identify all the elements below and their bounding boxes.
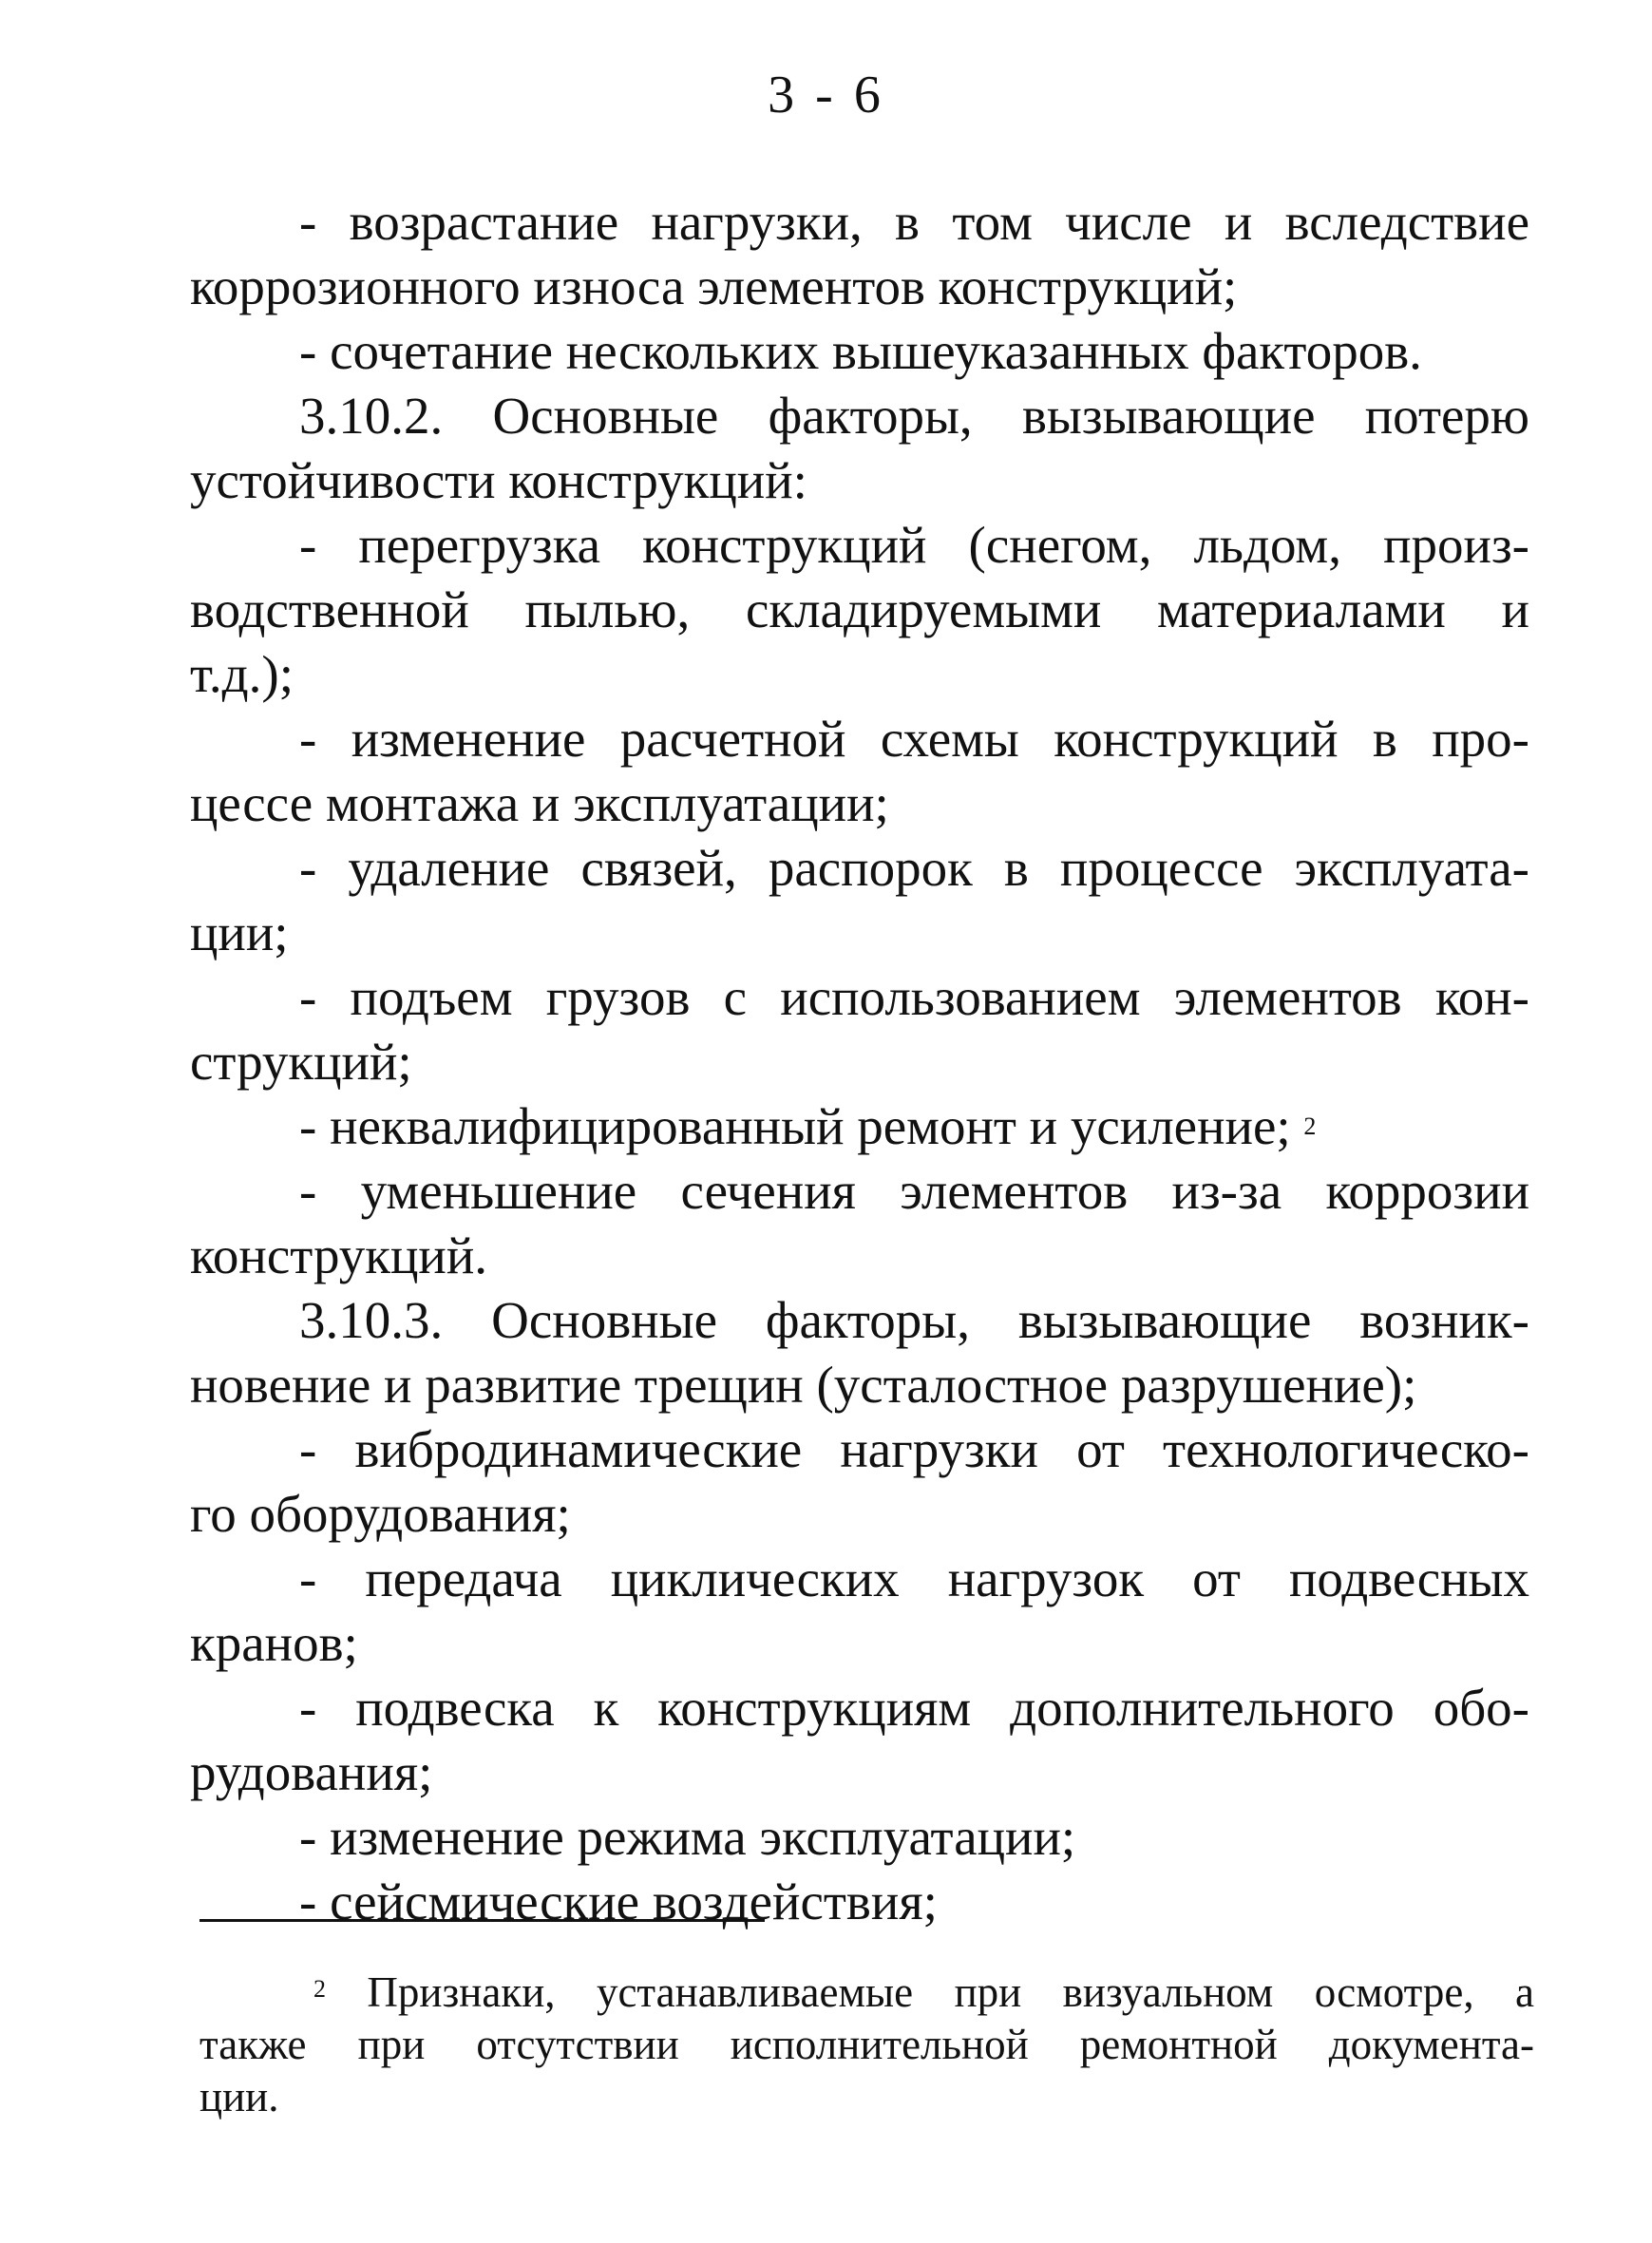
text-line: - подвеска к конструкциям дополнительного обо- xyxy=(299,1679,1529,1737)
text-line: - передача циклических нагрузок от подвесных xyxy=(299,1549,1529,1607)
text-line: коррозионного износа элементов конструкций; xyxy=(190,257,1238,315)
text-line: кранов; xyxy=(190,1614,358,1672)
section-heading-3-10-3: 3.10.3. Основные факторы, вызывающие возник- xyxy=(299,1291,1529,1349)
footnote-line: ции. xyxy=(199,2073,279,2120)
text-line: струкций; xyxy=(190,1033,412,1091)
text-line: цессе монтажа и эксплуатации; xyxy=(190,774,889,832)
text-line: - сочетание нескольких вышеуказанных факторов. xyxy=(299,322,1422,380)
page-number: 3 - 6 xyxy=(768,66,884,124)
footnote-divider xyxy=(199,1919,765,1922)
text-line: - сейсмические воздействия; xyxy=(299,1872,938,1930)
footnote-reference: 2 xyxy=(1303,1112,1317,1140)
text-line: - перегрузка конструкций (снегом, льдом, произ- xyxy=(299,516,1529,574)
footnote-line: Признаки, устанавливаемые при визуальном осмотре, а xyxy=(367,1968,1534,2016)
section-heading-3-10-2: 3.10.2. Основные факторы, вызывающие потерю xyxy=(299,387,1529,445)
footnote-line: также при отсутствии исполнительной ремонтной документа- xyxy=(199,2021,1534,2068)
text-line: устойчивости конструкций: xyxy=(190,451,807,509)
footnote xyxy=(199,1967,1534,2123)
text-line: т.д.); xyxy=(190,645,294,703)
text-line: новение и развитие трещин (усталостное разрушение); xyxy=(190,1356,1417,1414)
text-line-with-footnote xyxy=(190,1094,1529,1159)
footnote-marker: 2 xyxy=(313,1975,326,2003)
text-line: - неквалифицированный ремонт и усиление; xyxy=(299,1097,1291,1155)
text-line: - вибродинамические нагрузки от технологическо- xyxy=(299,1420,1529,1478)
text-line: - возрастание нагрузки, в том числе и вследствие xyxy=(299,193,1529,251)
text-line: рудования; xyxy=(190,1743,433,1801)
main-text xyxy=(190,190,1529,1934)
text-line: - подъем грузов с использованием элементов кон- xyxy=(299,968,1529,1026)
text-line: конструкций. xyxy=(190,1226,488,1284)
footnote-line-with-marker xyxy=(199,1967,1534,2019)
text-line: - изменение режима эксплуатации; xyxy=(299,1808,1076,1866)
text-line: водственной пылью, складируемыми материалами и xyxy=(190,580,1529,638)
text-line: - изменение расчетной схемы конструкций в про- xyxy=(299,710,1529,768)
text-line: - удаление связей, распорок в процессе эксплуата- xyxy=(299,839,1529,897)
text-line: го оборудования; xyxy=(190,1485,571,1543)
text-line: ции; xyxy=(190,903,289,961)
text-line: - уменьшение сечения элементов из-за коррозии xyxy=(299,1162,1529,1220)
